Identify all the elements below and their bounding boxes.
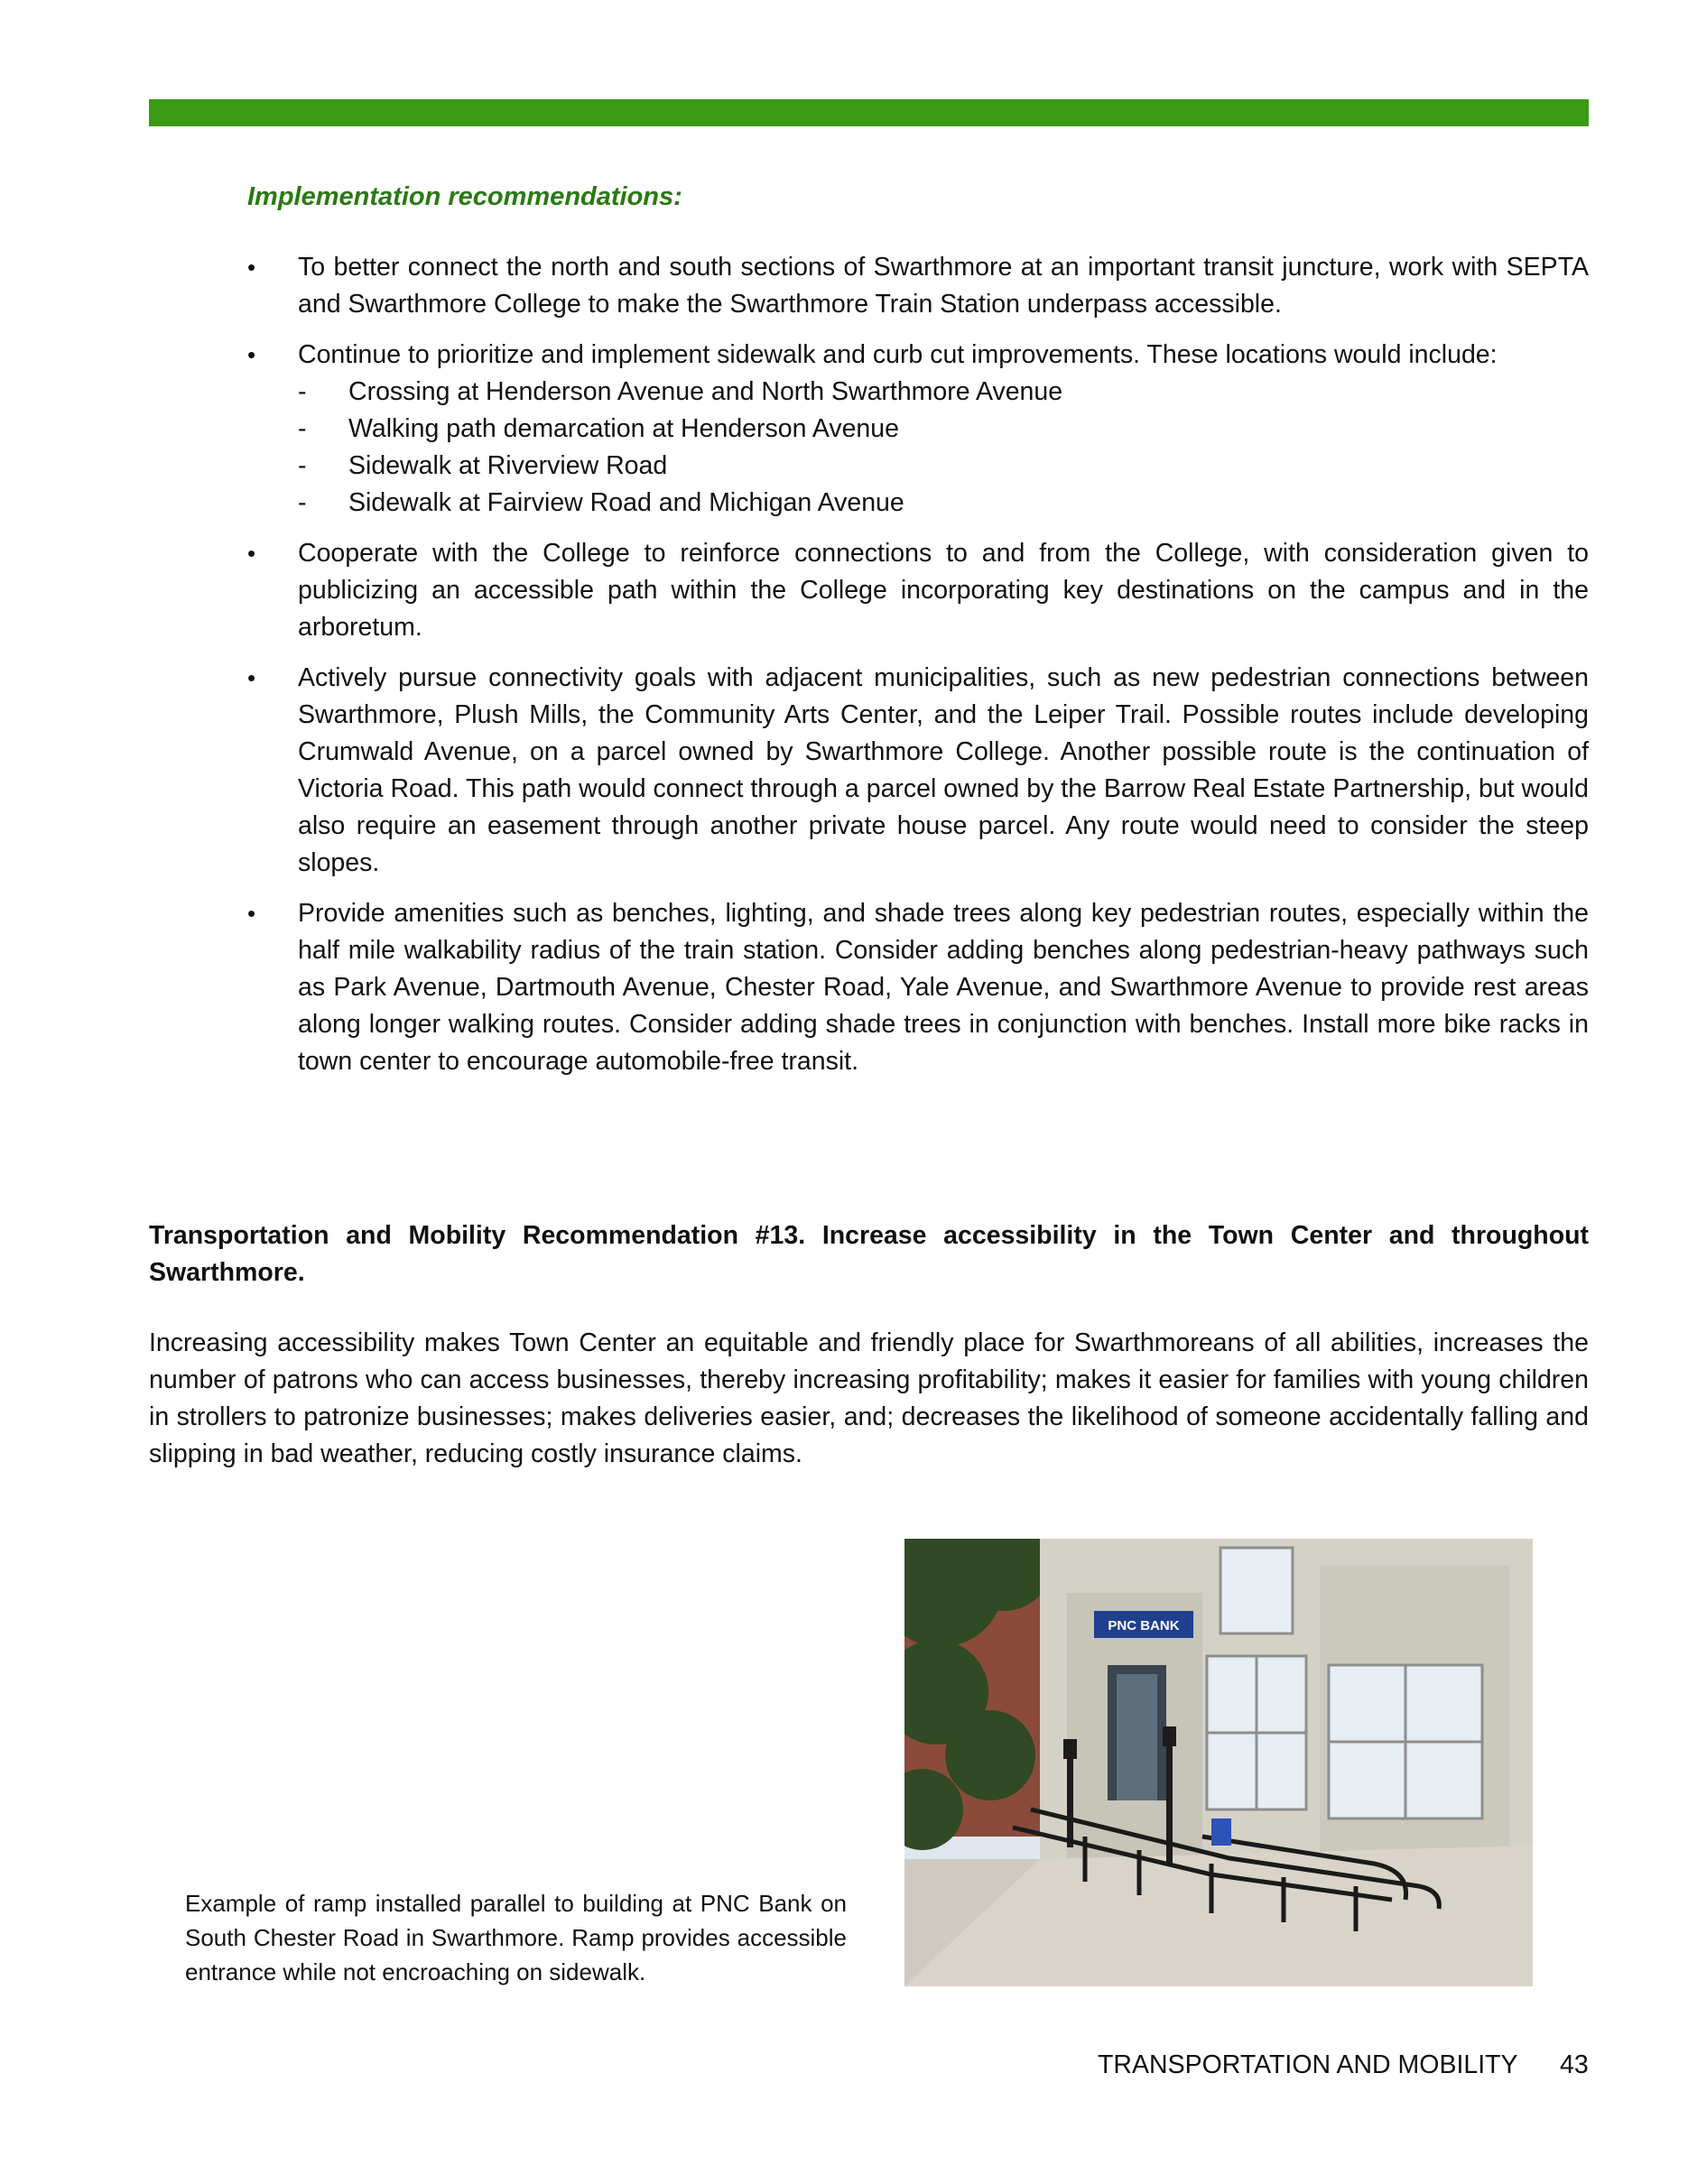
sublist-item-text: Sidewalk at Fairview Road and Michigan Avenue [348, 488, 904, 517]
bullet-icon: • [247, 341, 256, 368]
page-number: 43 [1560, 2050, 1589, 2079]
implementation-heading: Implementation recommendations: [247, 182, 682, 211]
list-item [247, 535, 1589, 646]
sublist-item [298, 485, 1589, 522]
list-item-text: Provide amenities such as benches, lighting, and shade trees along key pedestrian routes, especially within the half mile walkability radius of the train station. Consider adding benches along pedestrian-heavy pathways such as Park Avenue, Dartmouth Avenue, Chester Road, Yale Avenue, and Swarthmore Avenue to provide rest areas along longer walking routes. Consider adding shade trees in conjunction with benches. Install more bike racks in town center to encourage automobile-free transit. [298, 899, 1589, 1076]
list-item [247, 337, 1589, 522]
sublist-item-text: Walking path demarcation at Henderson Avenue [348, 414, 899, 443]
dash-marker: - [298, 451, 307, 480]
figure-caption: Example of ramp installed parallel to building at PNC Bank on South Chester Road in Swarthmore. Ramp provides accessible entrance while not encroaching on sidewalk. [185, 1890, 847, 1985]
sublist-item [298, 448, 1589, 485]
list-item-text: Actively pursue connectivity goals with adjacent municipalities, such as new pedestrian connections between Swarthmore, Plush Mills, the Community Arts Center, and the Leiper Trail. Possible routes include developing Crumwald Avenue, on a parcel owned by Swarthmore College. Another possible route is the continuation of Victoria Road. This path would connect through a parcel owned by the Barrow Real Estate Partnership, but would also require an easement through another private house parcel. Any route would need to consider the steep slopes. [298, 663, 1589, 877]
pnc-bank-ramp-photo [904, 1539, 1533, 1986]
list-item [247, 660, 1589, 882]
dash-marker: - [298, 488, 307, 517]
recommendation-13-title: Transportation and Mobility Recommendation #13. Increase accessibility in the Town Center and throughout Swarthmore. [149, 1221, 1589, 1287]
header-green-bar [149, 99, 1589, 126]
sublist-item-text: Sidewalk at Riverview Road [348, 451, 668, 480]
sublist-item-text: Crossing at Henderson Avenue and North Swarthmore Avenue [348, 377, 1063, 406]
dash-marker: - [298, 377, 307, 406]
bullet-icon: • [247, 900, 256, 927]
list-item-text: Cooperate with the College to reinforce connections to and from the College, with consideration given to publicizing an accessible path within the College incorporating key destinations on the campus and in the arboretum. [298, 539, 1589, 642]
recommendation-list [247, 249, 1589, 1094]
list-item-text: Continue to prioritize and implement sidewalk and curb cut improvements. These locations would include: [298, 340, 1498, 369]
footer-section-title: TRANSPORTATION AND MOBILITY [1098, 2050, 1518, 2079]
list-item [247, 249, 1589, 323]
dash-marker: - [298, 414, 307, 443]
pnc-bank-sign: PNC BANK [1108, 1618, 1180, 1633]
list-item-text: To better connect the north and south sections of Swarthmore at an important transit juncture, work with SEPTA and Swarthmore College to make the Swarthmore Train Station underpass accessible. [298, 253, 1589, 319]
sublist-item [298, 411, 1589, 448]
bullet-icon: • [247, 664, 256, 691]
bullet-icon: • [247, 540, 256, 567]
sublist-item [298, 374, 1589, 411]
recommendation-13-body: Increasing accessibility makes Town Center an equitable and friendly place for Swarthmoreans of all abilities, increases the number of patrons who can access businesses, thereby increasing profitability; makes it easier for families with young children in strollers to patronize businesses; makes deliveries easier, and; decreases the likelihood of someone accidentally falling and slipping in bad weather, reducing costly insurance claims. [149, 1328, 1589, 1468]
bullet-icon: • [247, 254, 256, 281]
sublist [298, 374, 1589, 522]
list-item [247, 895, 1589, 1080]
